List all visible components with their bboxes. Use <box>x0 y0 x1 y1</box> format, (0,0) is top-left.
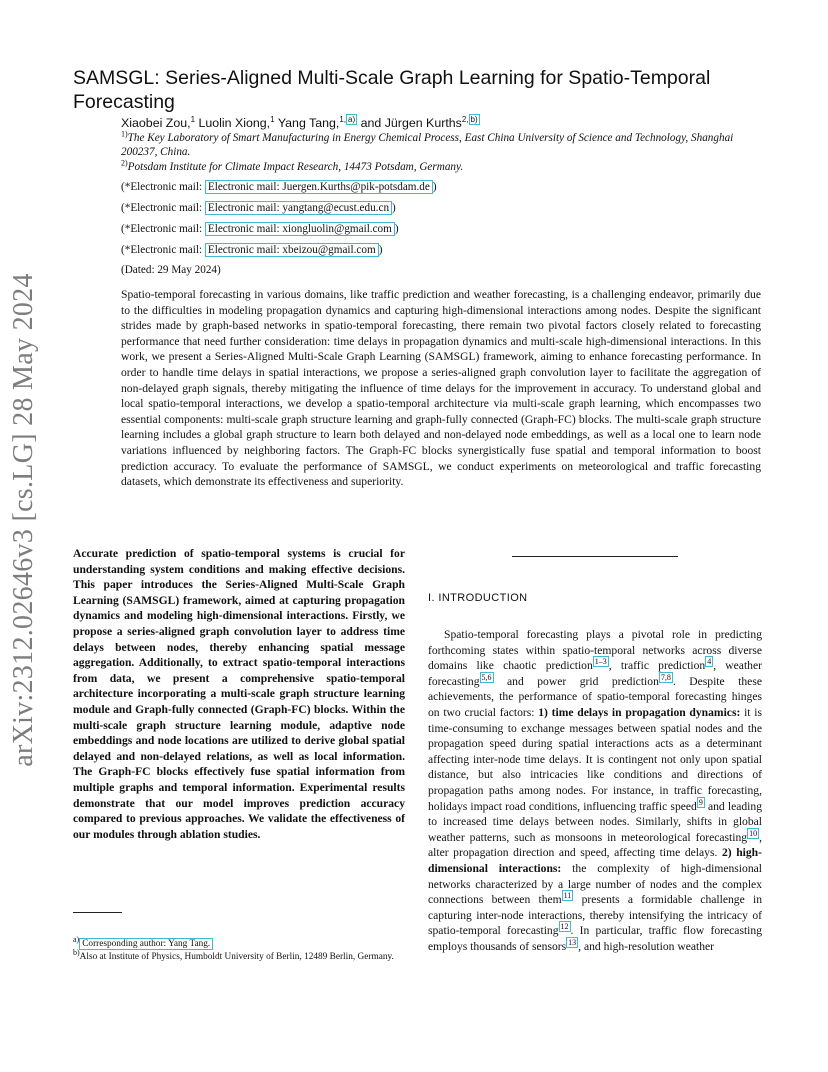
affiliation-text: Potsdam Institute for Climate Impact Research, 14473 Potsdam, Germany. <box>127 161 464 173</box>
corresponding-author-ref[interactable]: a) <box>348 114 356 124</box>
email-line <box>121 223 399 235</box>
text-run: , traffic prediction <box>608 659 706 673</box>
section-heading: I. INTRODUCTION <box>428 592 528 604</box>
email-link[interactable]: Electronic mail: yangtang@ecust.edu.cn <box>205 201 392 215</box>
text-run: , alter propagation direction and speed, affecting time delays. <box>428 830 762 860</box>
text-run: . Despite these achievements, the performance of spatio-temporal forecasting hinges on two crucial factors: <box>428 674 762 719</box>
citation-link[interactable]: 4 <box>707 657 712 667</box>
paper-title: SAMSGL: Series-Aligned Multi-Scale Graph Learning for Spatio-Temporal Forecasting <box>73 67 711 113</box>
text-run: , weather forecasting <box>428 659 762 688</box>
footnote-link[interactable]: Corresponding author: Yang Tang. <box>79 938 213 950</box>
email-suffix: ) <box>378 244 383 256</box>
affiliation-text: The Key Laboratory of Smart Manufacturing in Energy Chemical Process, East China University of Science and Technology, Shanghai 200237, China. <box>121 132 734 158</box>
citation-link[interactable]: 11 <box>563 891 572 901</box>
text-run: . In particular, traffic flow forecasting employs thousands of sensors <box>428 924 762 953</box>
author-name: and Jürgen Kurths <box>360 116 462 130</box>
author-name: Yang Tang, <box>277 116 340 130</box>
author-affil-sup: 2, <box>461 114 469 124</box>
author-line <box>121 116 480 130</box>
email-link[interactable]: Electronic mail: Juergen.Kurths@pik-potsdam.de <box>205 180 433 194</box>
text-run: the complexity of high-dimensional networks characterized by a large number of nodes and the complex connections between them <box>428 861 762 907</box>
bold-phrase: 2) high-dimensional interactions: <box>428 846 762 875</box>
footnote-mark: a) <box>73 934 80 944</box>
citation-link[interactable]: 5,6 <box>481 672 492 682</box>
affiliation-1 <box>121 131 751 159</box>
email-prefix: (*Electronic mail: <box>121 244 205 256</box>
author-name: Luolin Xiong, <box>198 116 271 130</box>
citation-link[interactable]: 9 <box>698 797 703 807</box>
text-run: , and high-resolution weather <box>578 939 715 953</box>
bold-phrase: 1) time delays in propagation dynamics: <box>538 705 741 719</box>
footnote-b <box>73 947 407 963</box>
email-suffix: ) <box>392 202 396 214</box>
text-run: and power grid prediction <box>493 674 659 688</box>
column-divider <box>512 556 678 557</box>
email-link[interactable]: Electronic mail: xbeizou@gmail.com <box>205 243 379 257</box>
affiliation-number: 2) <box>121 158 128 168</box>
email-prefix: (*Electronic mail: <box>121 181 205 193</box>
introduction-text <box>428 627 762 954</box>
footnote-divider <box>73 912 122 913</box>
citation-link[interactable]: 1–3 <box>594 657 607 667</box>
email-link[interactable]: Electronic mail: xiongluolin@gmail.com <box>205 222 395 236</box>
email-suffix: ) <box>432 181 437 193</box>
arxiv-id-text: arXiv:2312.02646v3 [cs.LG] 28 May 2024 <box>8 273 39 767</box>
citation-link[interactable]: 12 <box>560 922 569 932</box>
affiliation-2 <box>121 160 751 174</box>
abstract: Spatio-temporal forecasting in various domains, like traffic prediction and weather forecasting, is a challenging endeavor, primarily due to the difficulties in modeling propagation dynamics and capturing high-dimensional interactions among nodes. Despite the significant strides made by graph-based networks in spatio-temporal forecasting, there remain two pivotal factors closely related to forecasting performance that need further consideration: time delays in propagation dynamics and multi-scale high-dimensional interactions. In this work, we present a Series-Aligned Multi-Scale Graph Learning (SAMSGL) framework, aiming to enhance forecasting performance. In order to handle time delays in spatial interactions, we propose a series-aligned graph convolution layer to facilitate the aggregation of non-delayed graph signals, thereby mitigating the influence of time delays for the improvement in accuracy. To understand global and local spatio-temporal interactions, we develop a spatio-temporal architecture via multi-scale graph learning, which encompasses two essential components: multi-scale graph structure learning and graph-fully connected (Graph-FC) blocks. The multi-scale graph structure learning includes a global graph structure to learn both delayed and non-delayed node embeddings, as well as a local one to learn node variations influenced by neighboring factors. The Graph-FC blocks synergistically fuse spatial and temporal information to boost prediction accuracy. To evaluate the performance of SAMSGL, we conduct experiments on meteorological and traffic forecasting datasets, which demonstrate its effectiveness and superiority. <box>121 288 761 489</box>
email-line <box>121 244 382 256</box>
text-run: and leading to increased time delays between nodes. Similarly, shifts in global weather patterns, such as monsoons in meteorological forecasting <box>428 799 762 844</box>
author-affil-sup: 1, <box>339 114 347 124</box>
citation-link[interactable]: 13 <box>568 938 577 948</box>
footnote-a <box>73 934 407 950</box>
email-prefix: (*Electronic mail: <box>121 223 205 235</box>
footnote-mark: b) <box>73 947 80 957</box>
date-line: (Dated: 29 May 2024) <box>121 264 221 276</box>
email-line <box>121 181 437 193</box>
lay-summary: Accurate prediction of spatio-temporal systems is crucial for understanding system conditions and making effective decisions. This paper introduces the Series-Aligned Multi-Scale Graph Learning (SAMSGL) framework, aimed at capturing propagation dynamics and modeling high-dimensional interactions. Firstly, we propose a series-aligned graph convolution layer to address time delays between nodes, thereby enhancing spatial message aggregation. Additionally, to extract spatio-temporal interactions from data, we present a comprehensive spatio-temporal architecture incorporating a multi-scale graph structure learning module and Graph-fully connected (Graph-FC) blocks. Within the multi-scale graph structure learning module, adaptive node embeddings and node locations are utilized to derive global spatial delayed and non-delayed relations, as well as local information. The Graph-FC blocks effectively fuse spatial information from multiple graphs and temporal information. Experimental results demonstrate that our model improves prediction accuracy compared to previous approaches. We validate the effectiveness of our modules through ablation studies. <box>73 547 405 841</box>
text-run: presents a formidable challenge in capturing inter-node interactions, thereby intensifying the intricacy of spatio-temporal forecasting <box>428 893 762 938</box>
author-affil-sup: 1 <box>270 114 275 124</box>
affiliation-number: 1) <box>121 129 128 139</box>
author-name: Xiaobei Zou, <box>121 116 191 130</box>
email-prefix: (*Electronic mail: <box>121 202 205 214</box>
author-footnote-ref[interactable]: b) <box>470 114 478 124</box>
text-run: Spatio-temporal forecasting plays a pivotal role in predicting forthcoming states within spatio-temporal networks across diverse domains like chaotic prediction <box>428 628 762 673</box>
citation-link[interactable]: 10 <box>749 828 758 838</box>
intro-paragraph <box>428 627 762 954</box>
footnote-text: Also at Institute of Physics, Humboldt University of Berlin, 12489 Berlin, Germany. <box>79 952 394 962</box>
email-suffix: ) <box>394 223 399 235</box>
author-affil-sup: 1 <box>190 114 196 124</box>
text-run: it is time-consuming to exchange messages between spatial nodes and the propagation speed during spatial interactions acts as a determinant affecting inter-node time delays. It is contingent not only upon spatial distance, but also intricacies like conditions and directions of propagation paths among nodes. For instance, in traffic forecasting, holidays impact road conditions, influencing traffic speed <box>428 705 762 813</box>
email-line <box>121 202 396 214</box>
citation-link[interactable]: 7,8 <box>660 672 671 682</box>
